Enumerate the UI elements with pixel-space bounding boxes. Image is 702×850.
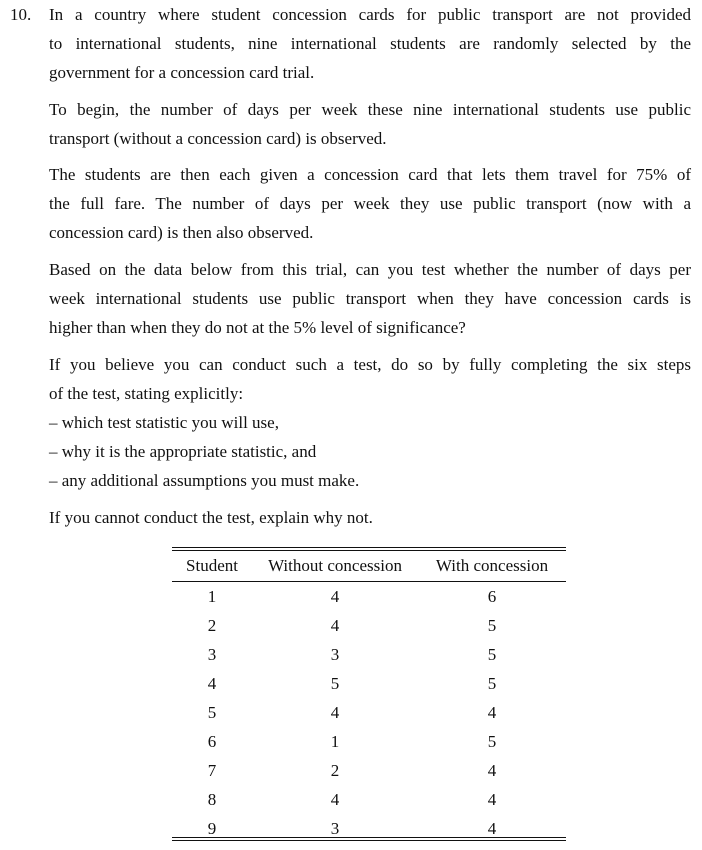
bullet-item: – which test statistic you will use, [49,413,279,432]
paragraph-instructions [49,350,691,495]
text-line: government for a concession card trial. [49,63,315,82]
text-line: week international students use public transport when they have concession cards is [49,289,691,308]
text-line: of the test, stating explicitly: [49,384,244,403]
cell-with: 5 [487,644,497,664]
cell-with: 4 [487,760,497,780]
cell-with: 4 [487,789,497,809]
text-line: To begin, the number of days per week these nine international students use public [49,100,691,119]
header-student: Student [186,556,238,575]
cell-student: 5 [207,702,217,722]
text-line: Based on the data below from this trial, can you test whether the number of days per [49,260,691,279]
table-row [172,785,566,814]
header-with: With concession [435,556,549,575]
cell-without: 2 [330,760,340,780]
paragraph-intro [49,0,691,87]
cell-student: 4 [207,673,217,693]
cell-without: 4 [330,615,340,635]
paragraph-cannot [49,503,691,532]
cell-student: 1 [207,586,217,606]
text-line: concession card) is then also observed. [49,223,314,242]
text-line: transport (without a concession card) is observed. [49,129,387,148]
text-line: In a country where student concession cards for public transport are not provided [49,5,691,24]
cell-student: 3 [207,644,217,664]
table-row [172,814,566,843]
cell-without: 5 [330,673,340,693]
table-row [172,582,566,611]
cell-student: 9 [207,818,217,838]
table-row [172,611,566,640]
paragraph-question [49,255,691,342]
table-row [172,727,566,756]
cell-without: 4 [330,586,340,606]
paragraph-concession [49,160,691,247]
cell-student: 2 [207,615,217,635]
cell-without: 4 [330,702,340,722]
text-line: The students are then each given a concession card that lets them travel for 75% of [49,165,691,184]
cell-student: 8 [207,789,217,809]
cell-with: 5 [487,673,497,693]
text-line: higher than when they do not at the 5% level of significance? [49,318,466,337]
bullet-item: – any additional assumptions you must make. [49,471,360,490]
table-row [172,640,566,669]
table-top-rule [172,547,566,548]
cell-without: 1 [330,731,340,751]
table-row [172,756,566,785]
cell-with: 4 [487,818,497,838]
text-line: If you believe you can conduct such a test, do so by fully completing the six steps [49,355,691,374]
cell-with: 6 [487,586,497,606]
cell-without: 4 [330,789,340,809]
cell-with: 5 [487,615,497,635]
cell-without: 3 [330,818,340,838]
cell-student: 7 [207,760,217,780]
cell-student: 6 [207,731,217,751]
header-without: Without concession [268,556,402,575]
text-line: to international students, nine international students are randomly selected by the [49,34,691,53]
table-row [172,698,566,727]
cell-without: 3 [330,644,340,664]
cell-with: 5 [487,731,497,751]
text-line: If you cannot conduct the test, explain why not. [49,508,373,527]
text-line: the full fare. The number of days per week they use public transport (now with a [49,194,691,213]
question-number: 10. [10,5,32,24]
cell-with: 4 [487,702,497,722]
table-header-row [172,551,566,581]
paragraph-begin [49,95,691,153]
table-row [172,669,566,698]
bullet-item: – why it is the appropriate statistic, and [49,442,317,461]
